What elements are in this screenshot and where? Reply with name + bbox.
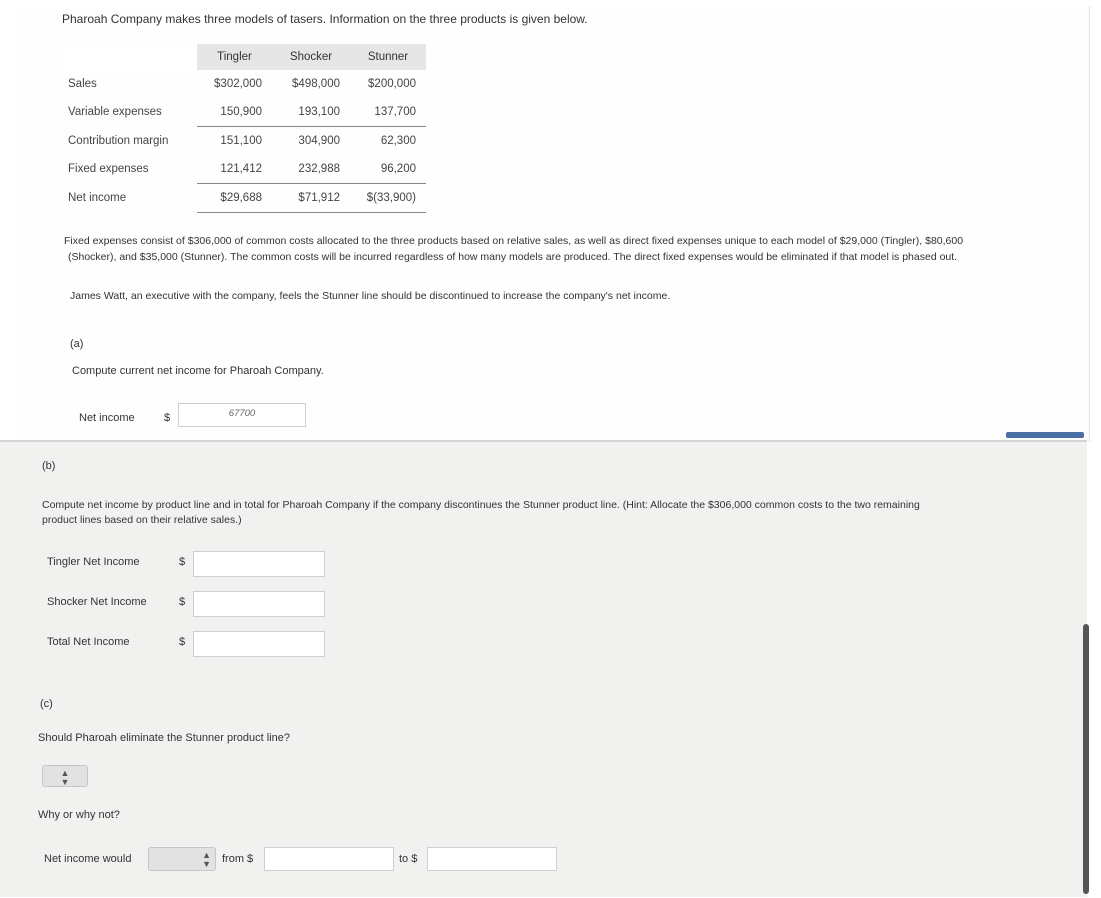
- table-cell: $302,000: [214, 78, 262, 90]
- table-cell: 121,412: [197, 155, 272, 184]
- why-label: Why or why not?: [38, 809, 120, 821]
- panel-tab-indicator: [1006, 432, 1084, 438]
- part-a-question: Compute current net income for Pharoah Company.: [72, 365, 324, 377]
- scrollbar[interactable]: [1083, 624, 1089, 894]
- net-income-would-select[interactable]: [148, 847, 216, 871]
- fixed-expenses-line1: Fixed expenses consist of $306,000 of common costs allocated to the three products based on relative sales, as well as direct fixed expenses unique to each model of $29,000 (Tingler), $80,600: [64, 235, 964, 247]
- table-row: [60, 70, 426, 98]
- table-cell: 137,700: [350, 98, 426, 127]
- total-net-income-input[interactable]: [193, 631, 325, 657]
- part-b-question-line1: Compute net income by product line and in total for Pharoah Company if the company discontinues the Stunner product line. (Hint: Allocate the $306,000 common costs to the two remaining: [42, 499, 920, 511]
- total-net-income-label: Total Net Income: [47, 636, 130, 648]
- row-label: Sales: [68, 78, 97, 90]
- fixed-expenses-line2: (Shocker), and $35,000 (Stunner). The common costs will be incurred regardless of how many models are produced. The direct fixed expenses would be eliminated if that model is phased out.: [68, 251, 958, 263]
- part-b-question-line2: product lines based on their relative sales.): [42, 514, 242, 526]
- from-label: from $: [222, 853, 254, 865]
- row-label: Contribution margin: [68, 134, 169, 147]
- intro-text: Pharoah Company makes three models of tasers. Information on the three products is given below.: [62, 12, 588, 26]
- table-row: [60, 155, 426, 184]
- table-row: [60, 98, 426, 127]
- shocker-net-income-input[interactable]: [193, 591, 325, 617]
- net-income-would-label: Net income would: [44, 853, 132, 865]
- row-label: Net income: [68, 192, 127, 204]
- table-cell: $498,000: [292, 78, 340, 90]
- table-header-stunner: Stunner: [350, 44, 426, 70]
- row-label: Fixed expenses: [68, 163, 149, 176]
- table-header-blank: [60, 44, 197, 70]
- table-header-row: [60, 44, 426, 70]
- table-cell: 304,900: [298, 135, 340, 147]
- table-cell: $29,688: [197, 184, 272, 213]
- table-row: [60, 184, 426, 213]
- select-arrows-icon: ▲ ▼: [202, 850, 211, 869]
- shocker-net-income-label: Shocker Net Income: [47, 596, 147, 608]
- currency-symbol: $: [179, 556, 186, 568]
- table-header-shocker: Shocker: [272, 44, 350, 70]
- table-cell: 150,900: [197, 98, 272, 127]
- tingler-net-income-label: Tingler Net Income: [47, 556, 140, 568]
- to-label: to $: [399, 853, 418, 865]
- net-income-input[interactable]: 67700: [178, 403, 306, 427]
- row-label: Variable expenses: [68, 106, 162, 119]
- table-cell: $(33,900): [350, 184, 426, 213]
- currency-symbol: $: [179, 636, 186, 648]
- currency-symbol: $: [179, 596, 186, 608]
- part-c-question: Should Pharoah eliminate the Stunner product line?: [38, 732, 290, 744]
- from-amount-input[interactable]: [264, 847, 394, 871]
- part-c-label: (c): [40, 698, 53, 710]
- table-header-tingler: Tingler: [197, 44, 272, 70]
- table-cell: 62,300: [380, 135, 416, 147]
- tingler-net-income-input[interactable]: [193, 551, 325, 577]
- table-cell: 151,100: [220, 135, 262, 147]
- part-a-label: (a): [70, 338, 84, 350]
- table-cell: 96,200: [350, 155, 426, 184]
- eliminate-select[interactable]: [42, 765, 88, 787]
- james-watt-text: James Watt, an executive with the company, feels the Stunner line should be discontinued to increase the company's net income.: [70, 290, 671, 302]
- table-cell: $200,000: [368, 78, 416, 90]
- select-arrows-icon: ▲ ▼: [60, 768, 70, 787]
- product-table: [60, 44, 426, 213]
- net-income-label: Net income: [79, 412, 135, 424]
- currency-symbol: $: [164, 412, 171, 424]
- to-amount-input[interactable]: [427, 847, 557, 871]
- table-row: [60, 127, 426, 156]
- part-b-label: (b): [42, 460, 56, 472]
- table-cell: 232,988: [272, 155, 350, 184]
- table-cell: 193,100: [272, 98, 350, 127]
- table-cell: $71,912: [272, 184, 350, 213]
